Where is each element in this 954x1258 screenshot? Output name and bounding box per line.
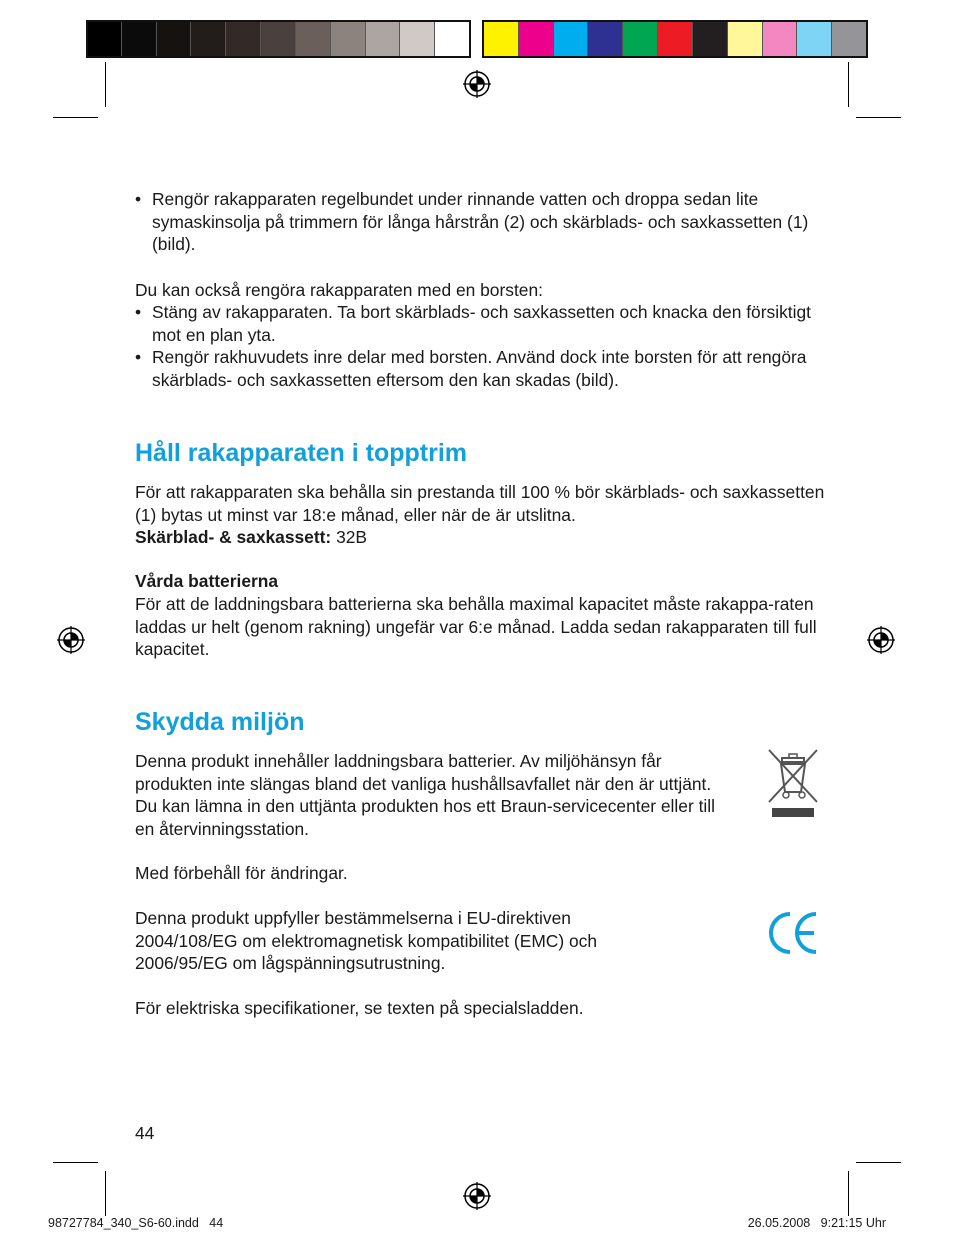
color-swatch <box>832 22 866 56</box>
footer-timestamp: 26.05.2008 9:21:15 Uhr <box>747 1216 886 1230</box>
crop-mark <box>856 117 901 118</box>
part-value: 32B <box>331 527 368 548</box>
color-swatch <box>728 22 763 56</box>
crop-mark <box>53 1162 98 1163</box>
gray-swatch <box>366 22 401 56</box>
part-label: Skärblad- & saxkassett: <box>135 527 332 548</box>
gray-swatch <box>226 22 261 56</box>
gray-swatch <box>122 22 157 56</box>
page-number: 44 <box>135 1123 155 1143</box>
paragraph <box>135 481 835 549</box>
paragraph: För elektriska specifikationer, se texten på specialsladden. <box>135 998 584 1018</box>
footer-file-info: 98727784_340_S6-60.indd 44 <box>48 1216 224 1230</box>
bullet-symbol: • <box>135 189 142 209</box>
color-swatch <box>693 22 728 56</box>
paragraph: För att de laddningsbara batterierna ska behålla maximal kapacitet måste rakappa-raten laddas ur helt (genom rakning) ungefär var 6:e månad. Ladda sedan rakapparaten till full kapacitet. <box>135 594 817 660</box>
bullet-symbol: • <box>135 347 142 367</box>
color-swatch <box>797 22 832 56</box>
paragraph-text: För att rakapparaten ska behålla sin prestanda till 100 % bör skärblads- och saxkassetten (1) bytas ut minst var 18:e månad, eller när de är utslitna. <box>135 482 825 525</box>
section-heading: Håll rakapparaten i topptrim <box>135 439 468 467</box>
ce-mark-icon <box>768 910 820 956</box>
color-swatch <box>623 22 658 56</box>
crossed-out-wheelie-bin-icon <box>766 748 820 820</box>
color-swatch <box>658 22 693 56</box>
process-color-bar <box>482 20 868 58</box>
crop-mark <box>856 1162 901 1163</box>
gray-swatch <box>157 22 192 56</box>
section-heading: Skydda miljön <box>135 708 305 736</box>
registration-mark-icon <box>463 1182 491 1210</box>
registration-mark-icon <box>463 70 491 98</box>
gray-swatch <box>331 22 366 56</box>
paragraph: Denna produkt innehåller laddningsbara batterier. Av miljöhänsyn får produkten inte slängas bland det vanliga hushållsavfallet när den är uttjänt. Du kan lämna in den uttjänta produkten hos ett Braun-servicecenter eller till en återvinningsstation. <box>135 751 716 839</box>
registration-mark-icon <box>867 626 895 654</box>
gray-swatch <box>435 22 469 56</box>
registration-mark-icon <box>57 626 85 654</box>
color-swatch <box>484 22 519 56</box>
gray-swatch <box>296 22 331 56</box>
bullet-symbol: • <box>135 302 142 322</box>
gray-swatch <box>88 22 122 56</box>
crop-mark <box>105 62 106 107</box>
crop-mark <box>848 1171 849 1216</box>
bullet-text: Stäng av rakapparaten. Ta bort skärblads- och saxkassetten och knacka den försiktigt mot en plan yta. <box>152 302 811 345</box>
paragraph: Denna produkt uppfyller bestämmelserna i EU-direktiven 2004/108/EG om elektromagnetisk kompatibilitet (EMC) och 2006/95/EG om lågspänningsutrustning. <box>135 908 598 974</box>
intro-text: Du kan också rengöra rakapparaten med en borsten: <box>135 280 543 300</box>
crop-mark <box>105 1171 106 1216</box>
color-swatch <box>588 22 623 56</box>
grayscale-color-bar <box>86 20 471 58</box>
bullet-text: Rengör rakhuvudets inre delar med borsten. Använd dock inte borsten för att rengöra skärblads- och saxkassetten eftersom den kan skadas (bild). <box>152 347 807 390</box>
color-swatch <box>554 22 589 56</box>
color-swatch <box>519 22 554 56</box>
crop-mark <box>848 62 849 107</box>
bullet-text: Rengör rakapparaten regelbundet under rinnande vatten och droppa sedan lite symaskinsolja på trimmern för långa hårstrån (2) och skärblads- och saxkassetten (1) (bild). <box>152 189 809 255</box>
gray-swatch <box>191 22 226 56</box>
sub-heading: Vårda batterierna <box>135 571 279 591</box>
gray-swatch <box>400 22 435 56</box>
paragraph: Med förbehåll för ändringar. <box>135 863 348 883</box>
color-swatch <box>763 22 798 56</box>
gray-swatch <box>261 22 296 56</box>
crop-mark <box>53 117 98 118</box>
